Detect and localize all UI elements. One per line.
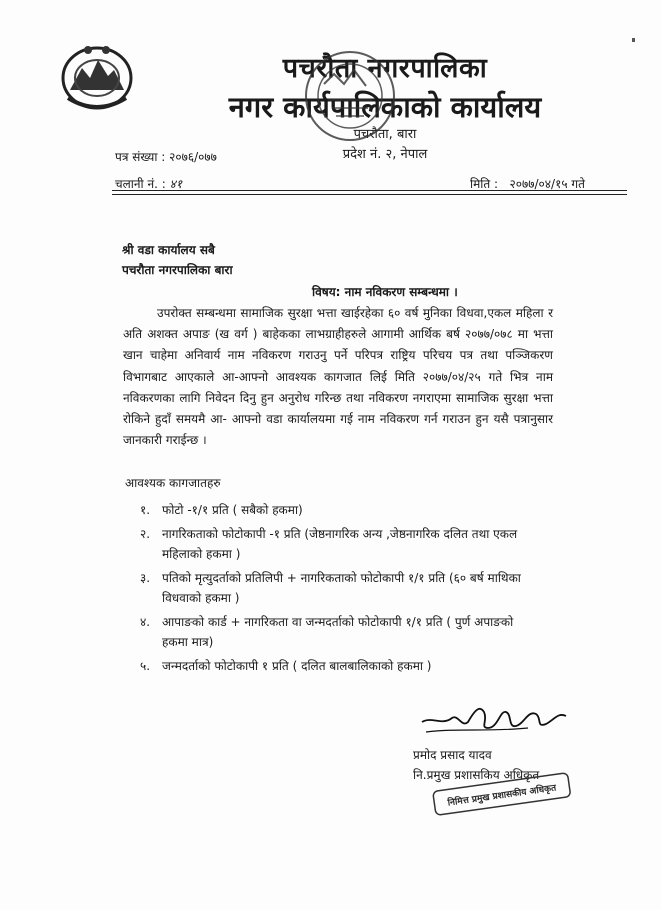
item-number: १. (140, 503, 151, 517)
list-item (140, 612, 540, 652)
letter-body-text: उपरोक्त सम्बन्धमा सामाजिक सुरक्षा भत्ता खाईरहेका ६० वर्ष मुनिका विधवा,एकल महिला र अति अशक्त अपाङ (ख वर्ग ) बाहेकका लाभग्राहीहरुले आगामी आर्थिक बर्ष २०७७/०७८ मा भत्ता खान चाहेमा अनिवार्य नाम नविकरण गराउनु पर्ने परिपत्र राष्ट्रिय परिचय पत्र तथा पञ्जिकरण विभागबाट आएकाले आ-आफ्नो आवश्यक कागजात लिई मिति २०७७/०४/२५ गते भित्र नाम नविकरणका लागि निवेदन दिनु हुन अनुरोध गरिन्छ तथा नविकरण नगराएमा सामाजिक सुरक्षा भत्ता रोकिने हुदाँ समयमै आ- आफ्नो वडा कार्यालयमा गई नाम नविकरण गर्न गराउन हुन यसै पत्रानुसार जानकारी गराईन्छ । (123, 306, 553, 448)
addressee (122, 240, 233, 280)
org-address: पचरौता, बारा (353, 127, 417, 142)
signatory-name: प्रमोद प्रसाद यादव (413, 748, 492, 762)
stamp-text: निमित्त प्रमुख प्रशासकीय अधिकृत (447, 783, 557, 809)
office-seal-icon (288, 44, 418, 156)
office-name: नगर कार्यपालिकाको कार्यालय (228, 90, 542, 124)
list-item (140, 500, 540, 520)
nepal-emblem-icon (58, 40, 136, 112)
handwritten-signature (418, 698, 573, 744)
letter-body (123, 303, 553, 451)
chalani-value: ४१ (169, 177, 183, 191)
item-number: २. (140, 527, 151, 541)
item-number: ३. (140, 571, 151, 585)
corner-mark (632, 38, 635, 42)
date-value: २०७७/०४/१५ गते (509, 177, 585, 191)
list-item (140, 656, 540, 676)
item-text: फोटो -१/१ प्रति ( सबैको हकमा) (162, 503, 303, 517)
office-stamp (430, 766, 575, 826)
list-item (140, 524, 540, 564)
addressee-line: श्री वडा कार्यालय सबै (122, 243, 215, 257)
chalani-label: चलानी नं. : (115, 177, 166, 191)
org-country: प्रदेश नं. २, नेपाल (342, 147, 428, 162)
item-number: ५. (140, 659, 151, 673)
item-text: पतिको मृत्युदर्ताको प्रतिलिपी + नागरिकताको फोटोकापी १/१ प्रति (६० बर्ष माथिका विधवाको हकमा ) (162, 571, 521, 605)
requirements-heading: आवश्यक कागजातहरु (125, 476, 221, 490)
requirements-list (140, 500, 540, 680)
signatory-title: नि.प्रमुख प्रशासकिय अधिकृत (413, 768, 540, 782)
item-text: आपाङको कार्ड + नागरिकता वा जन्मदर्ताको फोटोकापी १/१ प्रति ( पुर्ण अपाङको हकमा मात्र) (162, 615, 514, 649)
item-number: ४. (140, 615, 151, 629)
header-divider-double (112, 194, 627, 195)
date-label: मिति : (470, 177, 499, 191)
patra-sankhya: पत्र संख्या : २०७६/०७७ (115, 150, 217, 164)
subject-line: विषय: नाम नविकरण सम्बन्धमा । (312, 285, 458, 299)
header-divider (112, 190, 627, 191)
item-text: जन्मदर्ताको फोटोकापी १ प्रति ( दलित बालबालिकाको हकमा ) (162, 659, 432, 673)
org-name: पचरौता नगरपालिका (282, 53, 488, 84)
addressee-line: पचरौता नगरपालिका बारा (122, 263, 233, 277)
item-text: नागरिकताको फोटोकापी -१ प्रति (जेष्ठनागरिक अन्य ,जेष्ठनागरिक दलित तथा एकल महिलाको हकमा ) (162, 527, 518, 561)
list-item (140, 568, 540, 608)
